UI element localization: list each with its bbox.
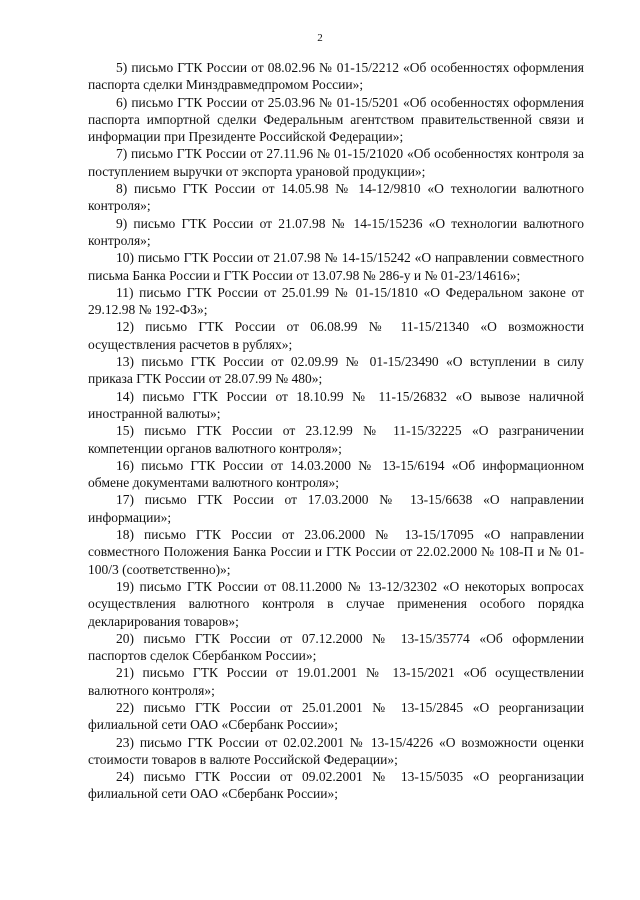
list-item: 16) письмо ГТК России от 14.03.2000 № 13-15/6194 «Об информационном обмене документами валютного контроля»; bbox=[88, 457, 584, 491]
list-item: 13) письмо ГТК России от 02.09.99 № 01-15/23490 «О вступлении в силу приказа ГТК России от 28.07.99 № 480»; bbox=[88, 354, 584, 387]
list-item: 17) письмо ГТК России от 17.03.2000 № 13-15/6638 «О направлении информации»; bbox=[88, 492, 584, 525]
list-item: 10) письмо ГТК России от 21.07.98 № 14-15/15242 «О направлении совместного письма Банка России и ГТК России от 13.07.98 № 286-у и № 01-23/14616»; bbox=[88, 250, 584, 283]
document-body bbox=[88, 59, 584, 803]
list-item: 20) письмо ГТК России от 07.12.2000 № 13-15/35774 «Об оформлении паспортов сделок Сбербанком России»; bbox=[88, 630, 584, 664]
list-item: 5) письмо ГТК России от 08.02.96 № 01-15/2212 «Об особенностях оформления паспорта сделки Минздравмедпромом России»; bbox=[88, 60, 584, 93]
list-item: 22) письмо ГТК России от 25.01.2001 № 13-15/2845 «О реорганизации филиальной сети ОАО «Сбербанк России»; bbox=[88, 699, 584, 733]
list-item: 23) письмо ГТК России от 02.02.2001 № 13-15/4226 «О возможности оценки стоимости товаров в валюте Российской Федерации»; bbox=[88, 734, 584, 767]
list-item: 19) письмо ГТК России от 08.11.2000 № 13-12/32302 «О некоторых вопросах осуществления валютного контроля в случае применения особого порядка декларирования товаров»; bbox=[88, 578, 584, 629]
list-item: 12) письмо ГТК России от 06.08.99 № 11-15/21340 «О возможности осуществления расчетов в рублях»; bbox=[88, 319, 584, 352]
list-item: 8) письмо ГТК России от 14.05.98 № 14-12/9810 «О технологии валютного контроля»; bbox=[88, 181, 584, 214]
list-item: 15) письмо ГТК России от 23.12.99 № 11-15/32225 «О разграничении компетенции органов валютного контроля»; bbox=[88, 423, 584, 456]
list-item: 7) письмо ГТК России от 27.11.96 № 01-15/21020 «Об особенностях контроля за поступлением выручки от экспорта урановой продукции»; bbox=[88, 146, 584, 179]
list-item: 18) письмо ГТК России от 23.06.2000 № 13-15/17095 «О направлении совместного Положения Банка России и ГТК России от 22.02.2000 № 108-П и № 01-100/3 (соответственно)»; bbox=[88, 527, 584, 577]
page-number: 2 bbox=[317, 32, 323, 44]
list-item: 24) письмо ГТК России от 09.02.2001 № 13-15/5035 «О реорганизации филиальной сети ОАО «Сбербанк России»; bbox=[88, 769, 584, 802]
list-item: 6) письмо ГТК России от 25.03.96 № 01-15/5201 «Об особенностях оформления паспорта импортной сделки Федеральным агентством правительственной связи и информации при Президенте Российской Федерации»; bbox=[88, 94, 584, 145]
list-item: 9) письмо ГТК России от 21.07.98 № 14-15/15236 «О технологии валютного контроля»; bbox=[88, 215, 584, 248]
list-item: 11) письмо ГТК России от 25.01.99 № 01-15/1810 «О Федеральном законе от 29.12.98 № 192-ФЗ»; bbox=[88, 284, 584, 318]
list-item: 14) письмо ГТК России от 18.10.99 № 11-15/26832 «О вывозе наличной иностранной валюты»; bbox=[88, 388, 584, 421]
list-item: 21) письмо ГТК России от 19.01.2001 № 13-15/2021 «Об осуществлении валютного контроля»; bbox=[88, 665, 584, 698]
